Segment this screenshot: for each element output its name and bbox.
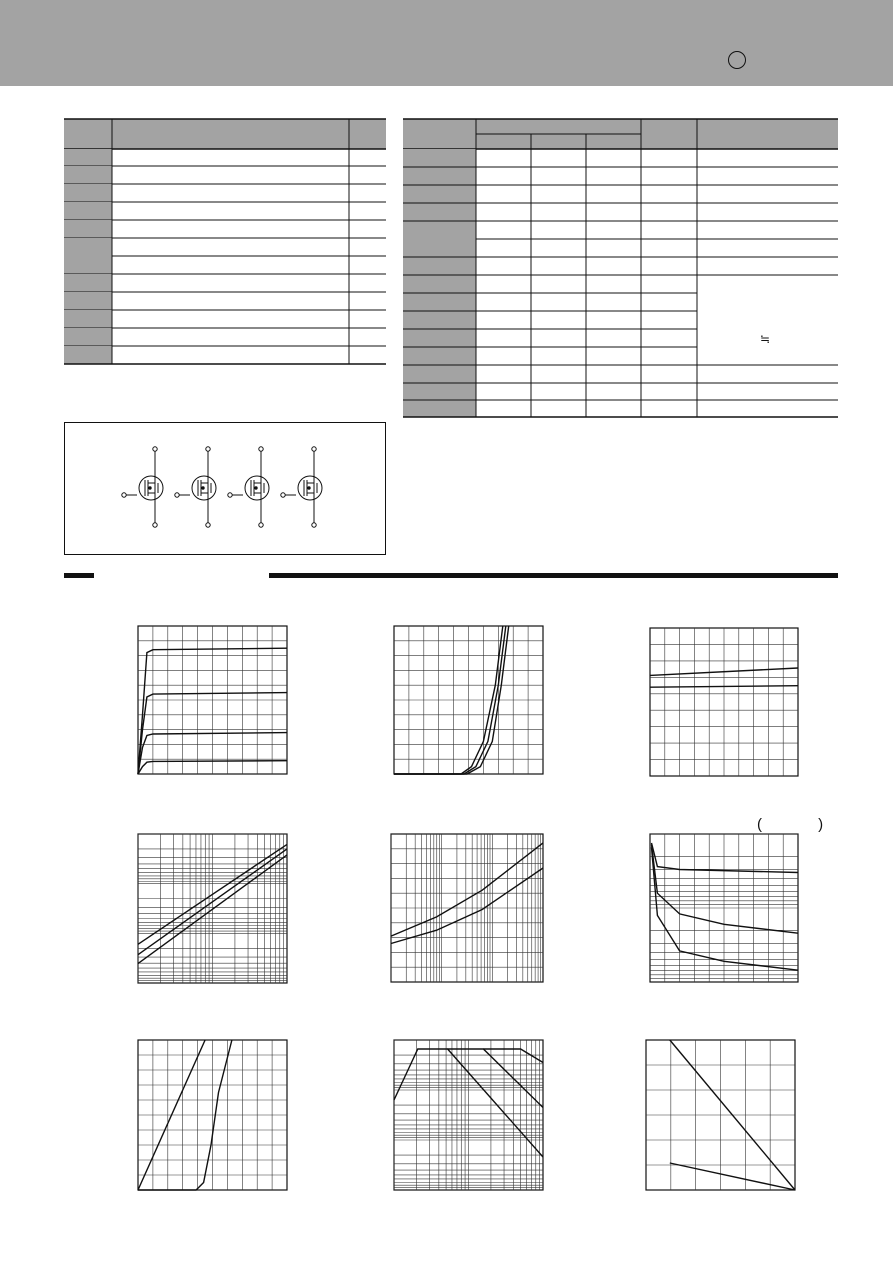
chart-grid xyxy=(650,834,798,982)
chart-1 xyxy=(138,626,287,774)
chart-9 xyxy=(646,1040,795,1190)
chart-3 xyxy=(650,628,798,776)
approx-symbol: ≒ xyxy=(760,332,771,346)
chart-4 xyxy=(138,834,287,983)
chart-8 xyxy=(394,1040,543,1190)
chart-bracket: ( ) xyxy=(757,816,850,833)
chart-5 xyxy=(391,834,543,982)
chart-grid xyxy=(394,1040,543,1190)
chart-2 xyxy=(394,626,543,774)
chart-6 xyxy=(650,834,798,982)
chart-7 xyxy=(138,1040,287,1190)
